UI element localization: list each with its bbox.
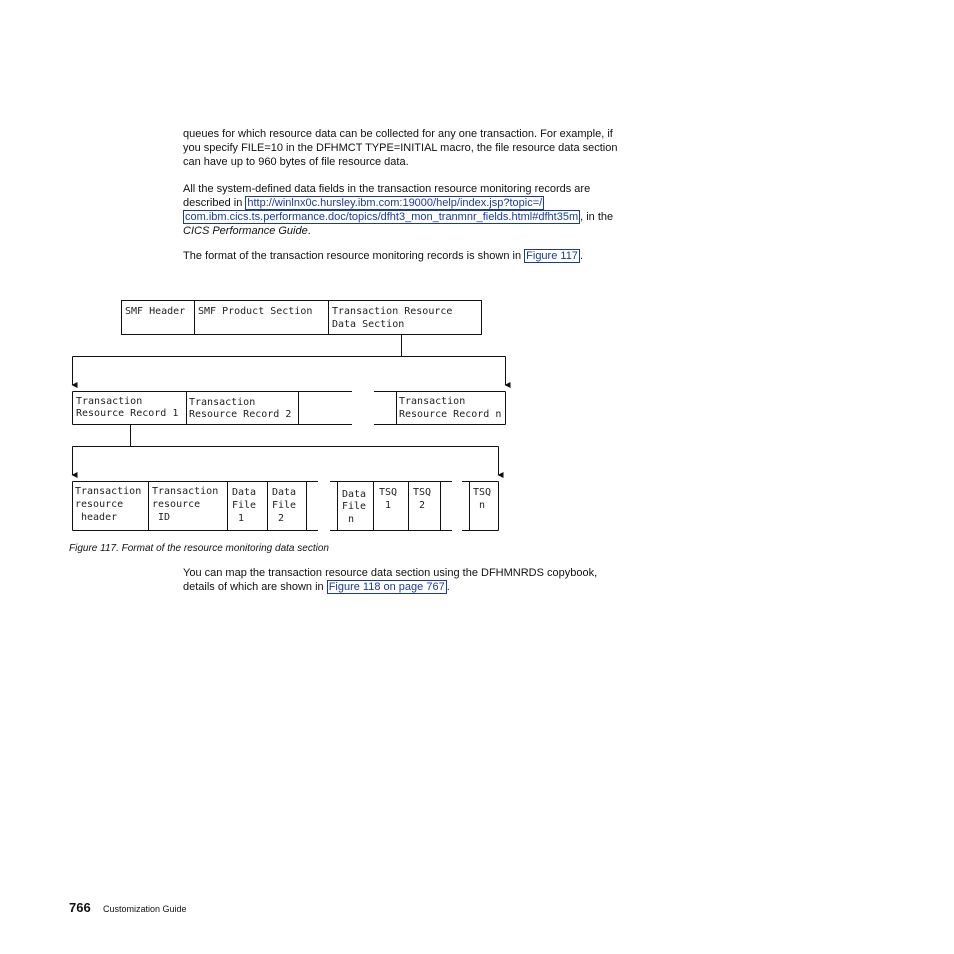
resource-record-1-label-line2: Resource Record 1	[76, 408, 179, 419]
tsq-2-label-line2: 2	[419, 500, 426, 511]
tsq-2-label: TSQ	[413, 487, 432, 498]
resource-id-label-line2: resource	[152, 499, 201, 510]
tsq-1-label-line2: 1	[385, 500, 392, 511]
paragraph-end: .	[446, 581, 450, 593]
paragraph-end: .	[307, 225, 311, 237]
smf-header-label: SMF Header	[125, 306, 186, 317]
data-file-2-label: Data	[272, 487, 297, 498]
data-file-n-label: Data	[342, 489, 367, 500]
resource-header-label-line2: resource	[75, 499, 124, 510]
paragraph-text: , in the	[580, 211, 614, 223]
resource-header-label-line3: header	[81, 512, 118, 523]
footer-book-title: Customization Guide	[103, 904, 187, 914]
resource-id-label: Transaction	[152, 486, 219, 497]
data-file-n-label-line3: n	[348, 514, 355, 525]
figure-118-link[interactable]: Figure 118 on page 767	[328, 581, 445, 593]
data-file-1-label: Data	[232, 487, 257, 498]
smf-product-section-label: SMF Product Section	[198, 306, 313, 317]
info-center-link-continued[interactable]: com.ibm.cics.ts.performance.doc/topics/dfht3_mon_tranmnr_fields.html#dfht35m	[185, 211, 579, 223]
resource-record-2-label: Transaction	[189, 397, 256, 408]
data-file-1-label-line3: 1	[238, 513, 245, 524]
resource-record-n-label: Transaction	[399, 396, 466, 407]
paragraph-text: The format of the transaction resource monitoring records is shown in	[183, 250, 525, 262]
paragraph-text: All the system-defined data fields in the transaction resource monitoring records are described in	[183, 183, 591, 209]
data-file-1-label-line2: File	[232, 500, 257, 511]
transaction-resource-data-section-label: Transaction Resource	[332, 306, 453, 317]
tsq-n-label-line2: n	[479, 500, 486, 511]
figure-117-link[interactable]: Figure 117	[526, 250, 578, 262]
tsq-n-label: TSQ	[473, 487, 492, 498]
data-file-2-label-line3: 2	[278, 513, 285, 524]
page-number: 766	[69, 900, 91, 915]
resource-id-label-line3: ID	[158, 512, 171, 523]
resource-record-n-label-line2: Resource Record n	[399, 409, 502, 420]
figure-caption: Figure 117. Format of the resource monitoring data section	[69, 543, 329, 554]
tsq-1-label: TSQ	[379, 487, 398, 498]
paragraph-end: .	[579, 250, 583, 262]
paragraph-dfhmnrds-copybook	[183, 566, 623, 594]
resource-header-label: Transaction	[75, 486, 142, 497]
resource-record-2-label-line2: Resource Record 2	[189, 409, 292, 420]
info-center-link[interactable]: http://winlnx0c.hursley.ibm.com:19000/help/index.jsp?topic=/	[247, 197, 543, 209]
paragraph-text: You can map the transaction resource data section using the DFHMNRDS copybook, details of which are shown in	[183, 567, 598, 593]
paragraph-text: queues for which resource data can be collected for any one transaction. For example, if you specify FILE=10 in the DFHMCT TYPE=INITIAL macro, the file resource data section can have up to 960 bytes of file resource data.	[183, 128, 618, 168]
data-file-n-label-line2: File	[342, 501, 367, 512]
resource-record-1-label: Transaction	[76, 396, 143, 407]
book-title: CICS Performance Guide	[183, 225, 308, 237]
transaction-resource-data-section-label-line2: Data Section	[332, 319, 405, 330]
data-file-2-label-line2: File	[272, 500, 297, 511]
